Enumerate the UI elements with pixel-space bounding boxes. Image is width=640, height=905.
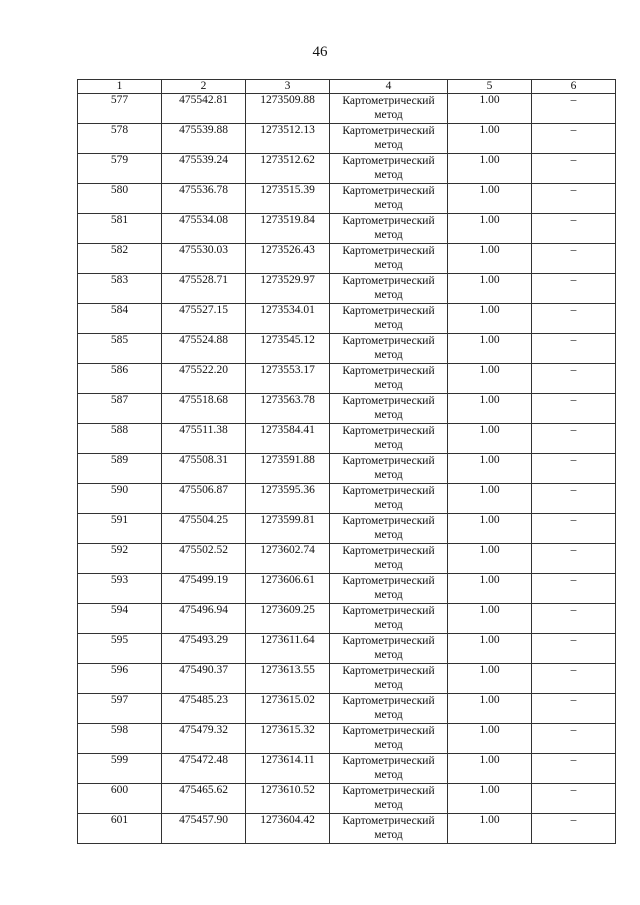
x-coordinate-cell: 475508.31 <box>162 454 246 484</box>
point-number-cell: 587 <box>78 394 162 424</box>
table-row <box>78 574 616 604</box>
table-row <box>78 454 616 484</box>
note-cell: – <box>532 694 616 724</box>
point-number-cell: 577 <box>78 94 162 124</box>
x-coordinate-cell: 475522.20 <box>162 364 246 394</box>
note-cell: – <box>532 544 616 574</box>
note-cell: – <box>532 304 616 334</box>
y-coordinate-cell: 1273614.11 <box>246 754 330 784</box>
x-coordinate-cell: 475536.78 <box>162 184 246 214</box>
precision-cell: 1.00 <box>448 814 532 844</box>
x-coordinate-cell: 475524.88 <box>162 334 246 364</box>
y-coordinate-cell: 1273610.52 <box>246 784 330 814</box>
point-number-cell: 594 <box>78 604 162 634</box>
method-cell: Картометрический метод <box>330 124 448 154</box>
point-number-cell: 589 <box>78 454 162 484</box>
note-cell: – <box>532 124 616 154</box>
x-coordinate-cell: 475527.15 <box>162 304 246 334</box>
table-row <box>78 394 616 424</box>
table-row <box>78 604 616 634</box>
note-cell: – <box>532 814 616 844</box>
method-cell: Картометрический метод <box>330 694 448 724</box>
y-coordinate-cell: 1273584.41 <box>246 424 330 454</box>
method-cell: Картометрический метод <box>330 214 448 244</box>
note-cell: – <box>532 634 616 664</box>
x-coordinate-cell: 475490.37 <box>162 664 246 694</box>
note-cell: – <box>532 514 616 544</box>
method-cell: Картометрический метод <box>330 484 448 514</box>
x-coordinate-cell: 475472.48 <box>162 754 246 784</box>
note-cell: – <box>532 94 616 124</box>
y-coordinate-cell: 1273512.13 <box>246 124 330 154</box>
note-cell: – <box>532 214 616 244</box>
table-row <box>78 814 616 844</box>
note-cell: – <box>532 244 616 274</box>
method-cell: Картометрический метод <box>330 664 448 694</box>
method-cell: Картометрический метод <box>330 454 448 484</box>
x-coordinate-cell: 475499.19 <box>162 574 246 604</box>
x-coordinate-cell: 475511.38 <box>162 424 246 454</box>
precision-cell: 1.00 <box>448 634 532 664</box>
precision-cell: 1.00 <box>448 364 532 394</box>
column-header-4: 4 <box>330 80 448 94</box>
point-number-cell: 579 <box>78 154 162 184</box>
point-number-cell: 596 <box>78 664 162 694</box>
precision-cell: 1.00 <box>448 154 532 184</box>
point-number-cell: 598 <box>78 724 162 754</box>
method-cell: Картометрический метод <box>330 514 448 544</box>
y-coordinate-cell: 1273526.43 <box>246 244 330 274</box>
point-number-cell: 582 <box>78 244 162 274</box>
point-number-cell: 583 <box>78 274 162 304</box>
x-coordinate-cell: 475528.71 <box>162 274 246 304</box>
x-coordinate-cell: 475530.03 <box>162 244 246 274</box>
y-coordinate-cell: 1273529.97 <box>246 274 330 304</box>
point-number-cell: 584 <box>78 304 162 334</box>
y-coordinate-cell: 1273515.39 <box>246 184 330 214</box>
method-cell: Картометрический метод <box>330 304 448 334</box>
y-coordinate-cell: 1273599.81 <box>246 514 330 544</box>
table-row <box>78 304 616 334</box>
y-coordinate-cell: 1273595.36 <box>246 484 330 514</box>
point-number-cell: 586 <box>78 364 162 394</box>
y-coordinate-cell: 1273512.62 <box>246 154 330 184</box>
x-coordinate-cell: 475502.52 <box>162 544 246 574</box>
precision-cell: 1.00 <box>448 604 532 634</box>
table-row <box>78 94 616 124</box>
y-coordinate-cell: 1273591.88 <box>246 454 330 484</box>
note-cell: – <box>532 364 616 394</box>
y-coordinate-cell: 1273615.02 <box>246 694 330 724</box>
y-coordinate-cell: 1273519.84 <box>246 214 330 244</box>
point-number-cell: 581 <box>78 214 162 244</box>
x-coordinate-cell: 475542.81 <box>162 94 246 124</box>
precision-cell: 1.00 <box>448 124 532 154</box>
point-number-cell: 591 <box>78 514 162 544</box>
point-number-cell: 597 <box>78 694 162 724</box>
precision-cell: 1.00 <box>448 424 532 454</box>
coordinates-table <box>77 79 616 844</box>
table-row <box>78 754 616 784</box>
header-row <box>78 80 616 94</box>
point-number-cell: 599 <box>78 754 162 784</box>
precision-cell: 1.00 <box>448 274 532 304</box>
method-cell: Картометрический метод <box>330 94 448 124</box>
method-cell: Картометрический метод <box>330 784 448 814</box>
precision-cell: 1.00 <box>448 544 532 574</box>
point-number-cell: 600 <box>78 784 162 814</box>
method-cell: Картометрический метод <box>330 544 448 574</box>
column-header-6: 6 <box>532 80 616 94</box>
note-cell: – <box>532 784 616 814</box>
note-cell: – <box>532 664 616 694</box>
y-coordinate-cell: 1273613.55 <box>246 664 330 694</box>
precision-cell: 1.00 <box>448 574 532 604</box>
table-row <box>78 334 616 364</box>
table-body <box>78 94 616 844</box>
point-number-cell: 592 <box>78 544 162 574</box>
table-row <box>78 694 616 724</box>
note-cell: – <box>532 604 616 634</box>
method-cell: Картометрический метод <box>330 574 448 604</box>
point-number-cell: 578 <box>78 124 162 154</box>
point-number-cell: 588 <box>78 424 162 454</box>
precision-cell: 1.00 <box>448 724 532 754</box>
method-cell: Картометрический метод <box>330 334 448 364</box>
x-coordinate-cell: 475539.24 <box>162 154 246 184</box>
table-row <box>78 184 616 214</box>
note-cell: – <box>532 484 616 514</box>
table-row <box>78 154 616 184</box>
y-coordinate-cell: 1273545.12 <box>246 334 330 364</box>
point-number-cell: 580 <box>78 184 162 214</box>
precision-cell: 1.00 <box>448 664 532 694</box>
column-header-2: 2 <box>162 80 246 94</box>
table-row <box>78 724 616 754</box>
y-coordinate-cell: 1273563.78 <box>246 394 330 424</box>
method-cell: Картометрический метод <box>330 754 448 784</box>
precision-cell: 1.00 <box>448 454 532 484</box>
table-row <box>78 274 616 304</box>
precision-cell: 1.00 <box>448 304 532 334</box>
point-number-cell: 585 <box>78 334 162 364</box>
x-coordinate-cell: 475539.88 <box>162 124 246 154</box>
method-cell: Картометрический метод <box>330 814 448 844</box>
precision-cell: 1.00 <box>448 214 532 244</box>
method-cell: Картометрический метод <box>330 424 448 454</box>
y-coordinate-cell: 1273609.25 <box>246 604 330 634</box>
precision-cell: 1.00 <box>448 694 532 724</box>
note-cell: – <box>532 394 616 424</box>
method-cell: Картометрический метод <box>330 634 448 664</box>
x-coordinate-cell: 475479.32 <box>162 724 246 754</box>
table-row <box>78 634 616 664</box>
point-number-cell: 601 <box>78 814 162 844</box>
table-row <box>78 124 616 154</box>
method-cell: Картометрический метод <box>330 274 448 304</box>
y-coordinate-cell: 1273534.01 <box>246 304 330 334</box>
note-cell: – <box>532 184 616 214</box>
note-cell: – <box>532 574 616 604</box>
note-cell: – <box>532 334 616 364</box>
precision-cell: 1.00 <box>448 334 532 364</box>
y-coordinate-cell: 1273509.88 <box>246 94 330 124</box>
point-number-cell: 593 <box>78 574 162 604</box>
note-cell: – <box>532 454 616 484</box>
note-cell: – <box>532 154 616 184</box>
x-coordinate-cell: 475493.29 <box>162 634 246 664</box>
table-row <box>78 664 616 694</box>
table-row <box>78 784 616 814</box>
note-cell: – <box>532 724 616 754</box>
column-header-5: 5 <box>448 80 532 94</box>
x-coordinate-cell: 475506.87 <box>162 484 246 514</box>
note-cell: – <box>532 274 616 304</box>
x-coordinate-cell: 475518.68 <box>162 394 246 424</box>
precision-cell: 1.00 <box>448 754 532 784</box>
y-coordinate-cell: 1273611.64 <box>246 634 330 664</box>
note-cell: – <box>532 424 616 454</box>
y-coordinate-cell: 1273606.61 <box>246 574 330 604</box>
page-number: 46 <box>312 44 328 60</box>
point-number-cell: 595 <box>78 634 162 664</box>
table-row <box>78 214 616 244</box>
point-number-cell: 590 <box>78 484 162 514</box>
y-coordinate-cell: 1273604.42 <box>246 814 330 844</box>
method-cell: Картометрический метод <box>330 364 448 394</box>
y-coordinate-cell: 1273553.17 <box>246 364 330 394</box>
method-cell: Картометрический метод <box>330 184 448 214</box>
table-row <box>78 364 616 394</box>
column-header-3: 3 <box>246 80 330 94</box>
table-row <box>78 424 616 454</box>
table-row <box>78 484 616 514</box>
precision-cell: 1.00 <box>448 184 532 214</box>
table-row <box>78 544 616 574</box>
precision-cell: 1.00 <box>448 394 532 424</box>
method-cell: Картометрический метод <box>330 604 448 634</box>
method-cell: Картометрический метод <box>330 724 448 754</box>
precision-cell: 1.00 <box>448 784 532 814</box>
table-row <box>78 244 616 274</box>
column-header-1: 1 <box>78 80 162 94</box>
x-coordinate-cell: 475465.62 <box>162 784 246 814</box>
precision-cell: 1.00 <box>448 484 532 514</box>
x-coordinate-cell: 475504.25 <box>162 514 246 544</box>
note-cell: – <box>532 754 616 784</box>
y-coordinate-cell: 1273615.32 <box>246 724 330 754</box>
x-coordinate-cell: 475457.90 <box>162 814 246 844</box>
x-coordinate-cell: 475485.23 <box>162 694 246 724</box>
x-coordinate-cell: 475534.08 <box>162 214 246 244</box>
method-cell: Картометрический метод <box>330 244 448 274</box>
x-coordinate-cell: 475496.94 <box>162 604 246 634</box>
table-row <box>78 514 616 544</box>
precision-cell: 1.00 <box>448 94 532 124</box>
y-coordinate-cell: 1273602.74 <box>246 544 330 574</box>
table-header <box>78 80 616 94</box>
method-cell: Картометрический метод <box>330 154 448 184</box>
method-cell: Картометрический метод <box>330 394 448 424</box>
precision-cell: 1.00 <box>448 514 532 544</box>
precision-cell: 1.00 <box>448 244 532 274</box>
